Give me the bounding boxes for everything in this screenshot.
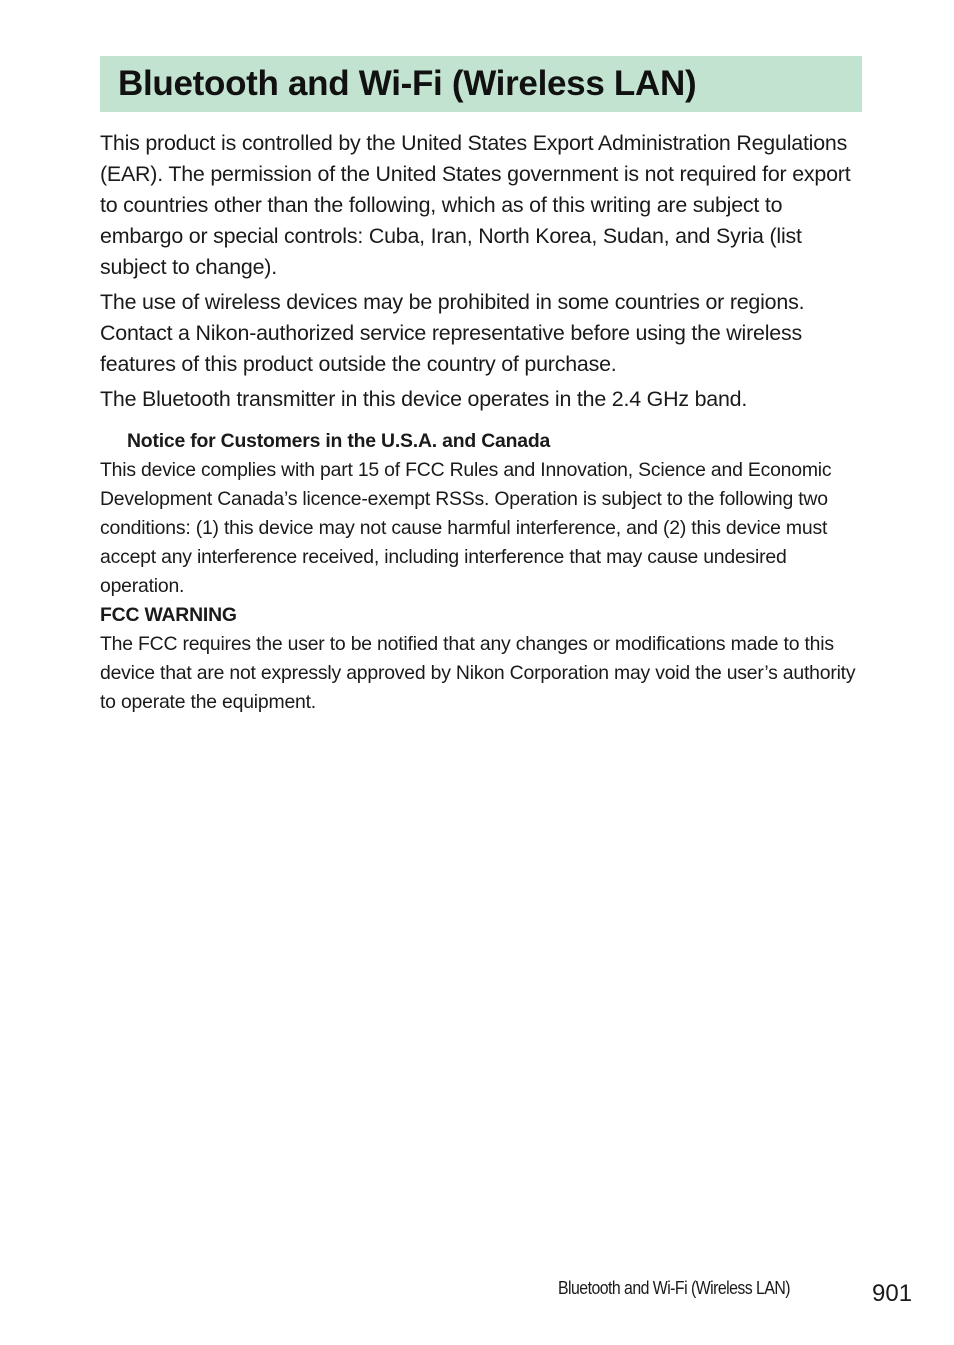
fcc-warning-heading: FCC WARNING xyxy=(100,604,237,626)
notice-title: Notice for Customers in the U.S.A. and Canada xyxy=(127,430,551,452)
section-title-bar xyxy=(100,56,862,112)
notice-section xyxy=(100,426,870,717)
wireless-restriction-paragraph: The use of wireless devices may be prohibited in some countries or regions. Contact a Nikon-authorized service representative before using the wireless features of this product outside the country of purchase. xyxy=(100,290,805,376)
compliance-text: This device complies with part 15 of FCC Rules and Innovation, Science and Economic Development Canada’s licence-exempt RSSs. Operation is subject to the following two conditions: (1) this device may not cause harmful interference, and (2) this device must accept any interference received, including interference that may cause undesired operation. xyxy=(100,459,832,597)
page-number: 901 xyxy=(872,1280,913,1307)
export-regulation-paragraph: This product is controlled by the United States Export Administration Regulations (EAR). The permission of the United States government is not required for export to countries other than the following, which as of this writing are subject to embargo or special controls: Cuba, Iran, North Korea, Sudan, and Syria (list subject to change). xyxy=(100,131,851,279)
fcc-warning-text: The FCC requires the user to be notified that any changes or modifications made to this device that are not expressly approved by Nikon Corporation may void the user’s authority to operate the equipment. xyxy=(100,633,856,713)
footer-section-label: Bluetooth and Wi-Fi (Wireless LAN) xyxy=(558,1278,791,1298)
body-content xyxy=(100,128,870,419)
page-title: Bluetooth and Wi-Fi (Wireless LAN) xyxy=(118,64,697,103)
bluetooth-band-paragraph: The Bluetooth transmitter in this device operates in the 2.4 GHz band. xyxy=(100,387,748,411)
